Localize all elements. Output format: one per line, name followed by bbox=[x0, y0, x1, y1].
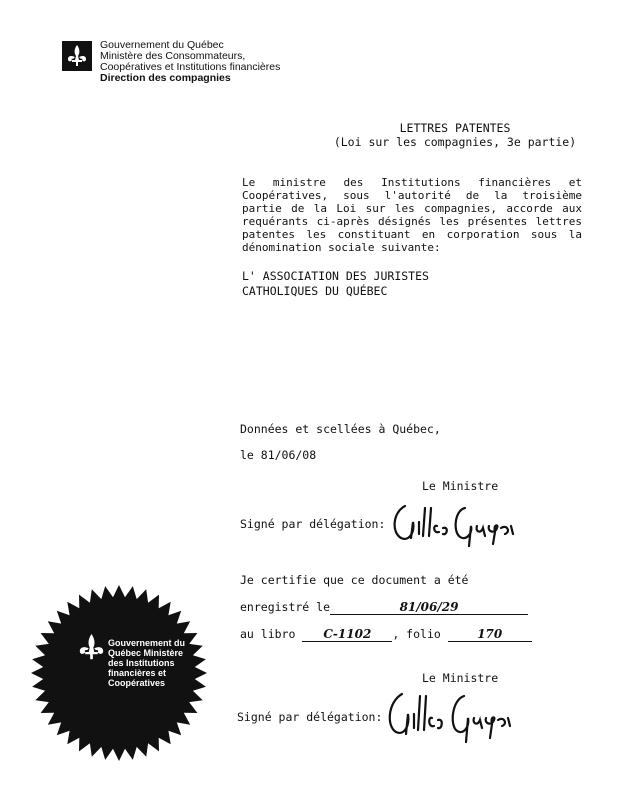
libro-row bbox=[240, 628, 532, 642]
handwritten-signature-icon bbox=[380, 688, 530, 744]
signature-2 bbox=[380, 688, 530, 744]
header-line-1: Gouvernement du Québec bbox=[100, 39, 224, 51]
official-seal bbox=[30, 584, 208, 762]
certification-statement: Je certifie que ce document a été bbox=[240, 573, 469, 587]
registered-label: enregistré le bbox=[240, 600, 331, 614]
registered-date-value: 81/06/29 bbox=[330, 601, 528, 615]
signature-1 bbox=[385, 498, 535, 548]
libro-label: au libro bbox=[240, 627, 296, 641]
issued-date: le 81/06/08 bbox=[240, 448, 317, 462]
header-line-3: Coopératives et Institutions financières bbox=[100, 61, 281, 73]
registered-row bbox=[240, 601, 528, 615]
fleur-de-lis-icon bbox=[62, 41, 92, 71]
grant-paragraph: Le ministre des Institutions financières et Coopératives, sous l'autorité de la troisième partie de la Loi sur les compagnies, accorde aux requérants ci-après désignés les présentes lettres patentes les constituant en corporation sous la dénomination sociale suivante: bbox=[242, 176, 582, 254]
minister-title-2: Le Ministre bbox=[422, 671, 499, 685]
issued-place: Données et scellées à Québec, bbox=[240, 422, 441, 436]
seal-text: Gouvernement du Québec Ministère des Institutions financières et Coopératives bbox=[108, 638, 186, 688]
signed-label-1: Signé par délégation: bbox=[240, 517, 386, 531]
folio-label: , folio bbox=[392, 627, 441, 641]
government-logo bbox=[62, 41, 92, 71]
document-title: LETTRES PATENTES bbox=[399, 121, 511, 135]
header-line-4: Direction des compagnies bbox=[100, 72, 231, 84]
handwritten-signature-icon bbox=[385, 498, 535, 548]
libro-value: C-1102 bbox=[302, 628, 392, 642]
signed-label-2: Signé par délégation: bbox=[237, 710, 383, 724]
document-subtitle: (Loi sur les compagnies, 3e partie) bbox=[333, 135, 577, 149]
company-name-line-2: CATHOLIQUES DU QUÉBEC bbox=[242, 284, 388, 298]
header-line-2: Ministère des Consommateurs, bbox=[100, 50, 246, 62]
minister-title-1: Le Ministre bbox=[422, 479, 499, 493]
company-name-line-1: L' ASSOCIATION DES JURISTES bbox=[242, 269, 429, 283]
folio-value: 170 bbox=[448, 628, 532, 642]
